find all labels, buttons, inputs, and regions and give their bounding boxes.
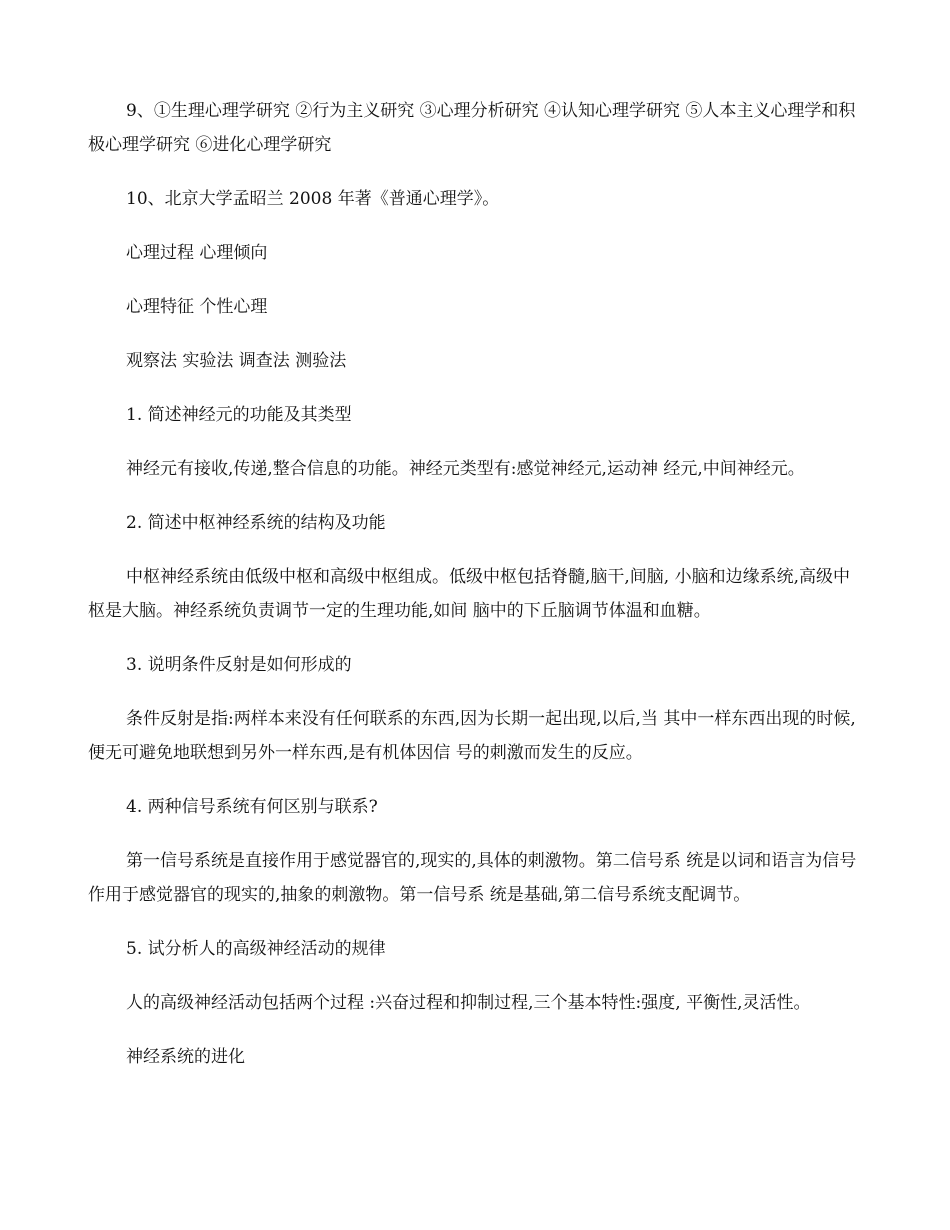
question-3-heading: 3. 说明条件反射是如何形成的	[126, 655, 352, 675]
document-body	[88, 94, 862, 1094]
paragraph-item-10: 10、北京大学孟昭兰 2008 年著《普通心理学》。	[126, 189, 500, 209]
paragraph-methods: 观察法 实验法 调查法 测验法	[126, 351, 347, 371]
question-1-heading: 1. 简述神经元的功能及其类型	[126, 405, 352, 425]
question-2-heading: 2. 简述中枢神经系统的结构及功能	[126, 513, 386, 533]
paragraph-psych-process: 心理过程 心理倾向	[126, 243, 268, 263]
section-heading-nervous-evolution: 神经系统的进化	[126, 1047, 245, 1067]
question-4-heading: 4. 两种信号系统有何区别与联系?	[126, 797, 378, 817]
answer-3: 条件反射是指:两样本来没有任何联系的东西,因为长期一起出现,以后,当 其中一样东西出现的时候,便无可避免地联想到另外一样东西,是有机体因信 号的刺激而发生的反应。	[88, 709, 856, 763]
answer-5: 人的高级神经活动包括两个过程 :兴奋过程和抑制过程,三个基本特性:强度, 平衡性,灵活性。	[126, 993, 811, 1013]
paragraph-psych-traits: 心理特征 个性心理	[126, 297, 268, 317]
paragraph-item-9: 9、①生理心理学研究 ②行为主义研究 ③心理分析研究 ④认知心理学研究 ⑤人本主义心理学和积极心理学研究 ⑥进化心理学研究	[88, 101, 856, 155]
answer-1: 神经元有接收,传递,整合信息的功能。神经元类型有:感觉神经元,运动神 经元,中间神经元。	[126, 459, 805, 479]
question-5-heading: 5. 试分析人的高级神经活动的规律	[126, 939, 386, 959]
answer-4: 第一信号系统是直接作用于感觉器官的,现实的,具体的刺激物。第二信号系 统是以词和语言为信号作用于感觉器官的现实的,抽象的刺激物。第一信号系 统是基础,第二信号系统支配调节。	[88, 851, 857, 905]
answer-2: 中枢神经系统由低级中枢和高级中枢组成。低级中枢包括脊髓,脑干,间脑, 小脑和边缘系统,高级中枢是大脑。神经系统负责调节一定的生理功能,如间 脑中的下丘脑调节体温和血糖。	[88, 567, 851, 621]
